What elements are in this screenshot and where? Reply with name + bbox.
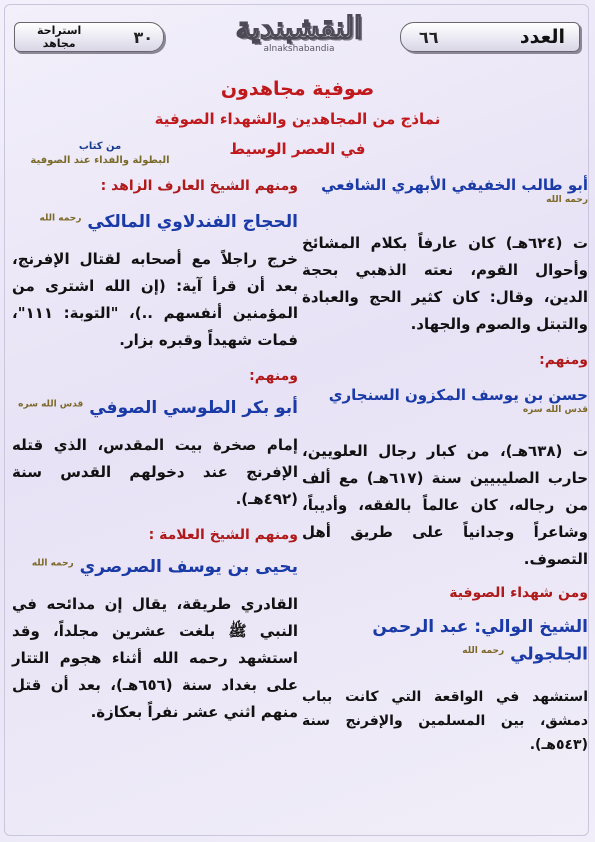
person-name-tusi: أبو بكر الطوسي الصوفي $^{قدس الله سره}$ <box>18 398 298 418</box>
section-heading-sheikh-arif: ومنهم الشيخ العارف الزاهد : <box>100 178 298 194</box>
main-title: صوفية مجاهدون <box>220 78 375 100</box>
section-heading-martyrs: ومن شهداء الصوفية <box>449 585 588 601</box>
section-label <box>37 24 81 50</box>
honorific-seal: قدس الله سره <box>18 399 84 410</box>
person-name-fandalawi: الحجاج الفندلاوي المالكي $^{رحمه الله}$ <box>39 212 298 232</box>
page-number: ٣٠ <box>133 27 153 47</box>
bio-sarsari: القادري طريقة، يقال إن مدائحه في النبي ﷺ بلغت عشرين مجلداً، وقد استشهد رحمه الله أثناء هجوم التتار على بغداد سنة (٦٥٦هـ)، بعد أن قتل منهم اثني عشر نفراً بعكازة. <box>12 595 298 721</box>
magazine-logo <box>214 8 384 66</box>
person-name-abu-talib: أبو طالب الخفيفي الأبهري الشافعي $^{رحمه الله}$ <box>321 176 588 205</box>
person-name-hasan: حسن بن يوسف المكزون السنجاري $^{قدس الله سره}$ <box>328 386 588 415</box>
source-title: البطولة والفداء عند الصوفية <box>30 155 170 166</box>
left-column <box>12 172 298 726</box>
section-label-line2: مجاهد <box>42 37 76 50</box>
honorific-seal: قدس الله سره <box>522 405 588 415</box>
logo-text: النقشبندية <box>235 11 363 46</box>
honorific-seal: رحمه الله <box>31 558 74 569</box>
issue-label: العدد <box>519 26 565 48</box>
honorific-seal: رحمه الله <box>39 213 82 224</box>
section-heading-minhum: ومنهم: <box>539 352 588 368</box>
subtitle: نماذج من المجاهدين والشهداء الصوفية <box>154 110 441 128</box>
bio-tusi: إمام صخرة بيت المقدس، الذي قتله الإفرنج عند دخولهم القدس سنة (٤٩٢هـ). <box>12 436 298 508</box>
bio-abu-talib: ت (٦٢٤هـ) كان عارفاً بكلام المشائخ وأحوال القوم، نعته الذهبي بحجة الدين، وقال: كان كثير الحج والعبادة والتبتل والصوم والجهاد. <box>302 234 588 333</box>
honorific-seal: رحمه الله <box>462 646 505 656</box>
issue-box <box>400 22 580 52</box>
right-column <box>302 172 588 757</box>
bio-jaljuli: استشهد في الواقعة التي كانت بباب دمشق، بين المسلمين والإفرنج سنة (٥٤٣هـ). <box>302 688 588 753</box>
section-box <box>14 22 164 52</box>
issue-number: ٦٦ <box>419 27 439 47</box>
section-heading-sheikh-allama: ومنهم الشيخ العلامة : <box>148 527 298 543</box>
honorific-seal: رحمه الله <box>546 195 588 205</box>
source-prefix: من كتاب <box>78 141 122 152</box>
subtitle-era: في العصر الوسيط <box>229 140 366 158</box>
bio-hasan: ت (٦٣٨هـ)، من كبار رجال العلويين، حارب الصليبيين سنة (٦١٧هـ) مع ألف من رجاله، كان عالماً بالفقه، وأديباً، وشاعراً وجدانياً على طريق أهل التصوف. <box>302 442 589 568</box>
person-name-jaljuli: الشيخ الوالي: عبد الرحمن الجلجولي $^{رحمه الله}$ <box>372 617 588 665</box>
section-label-line1: استراحة <box>37 24 82 37</box>
book-source <box>20 140 180 168</box>
page-header <box>0 0 595 72</box>
person-name-sarsari: يحيى بن يوسف الصرصري $^{رحمه الله}$ <box>31 557 298 577</box>
section-heading-minhum-2: ومنهم: <box>249 368 298 384</box>
logo-subtext: alnakshabandia <box>263 44 335 54</box>
bio-fandalawi: خرج راجلاً مع أصحابه لقتال الإفرنج، بعد أن قرأ آية: (إن الله اشترى من المؤمنين أنفسهم ..)، "التوبة: ١١١"، فمات شهيداً وقبره بزار. <box>12 250 298 349</box>
